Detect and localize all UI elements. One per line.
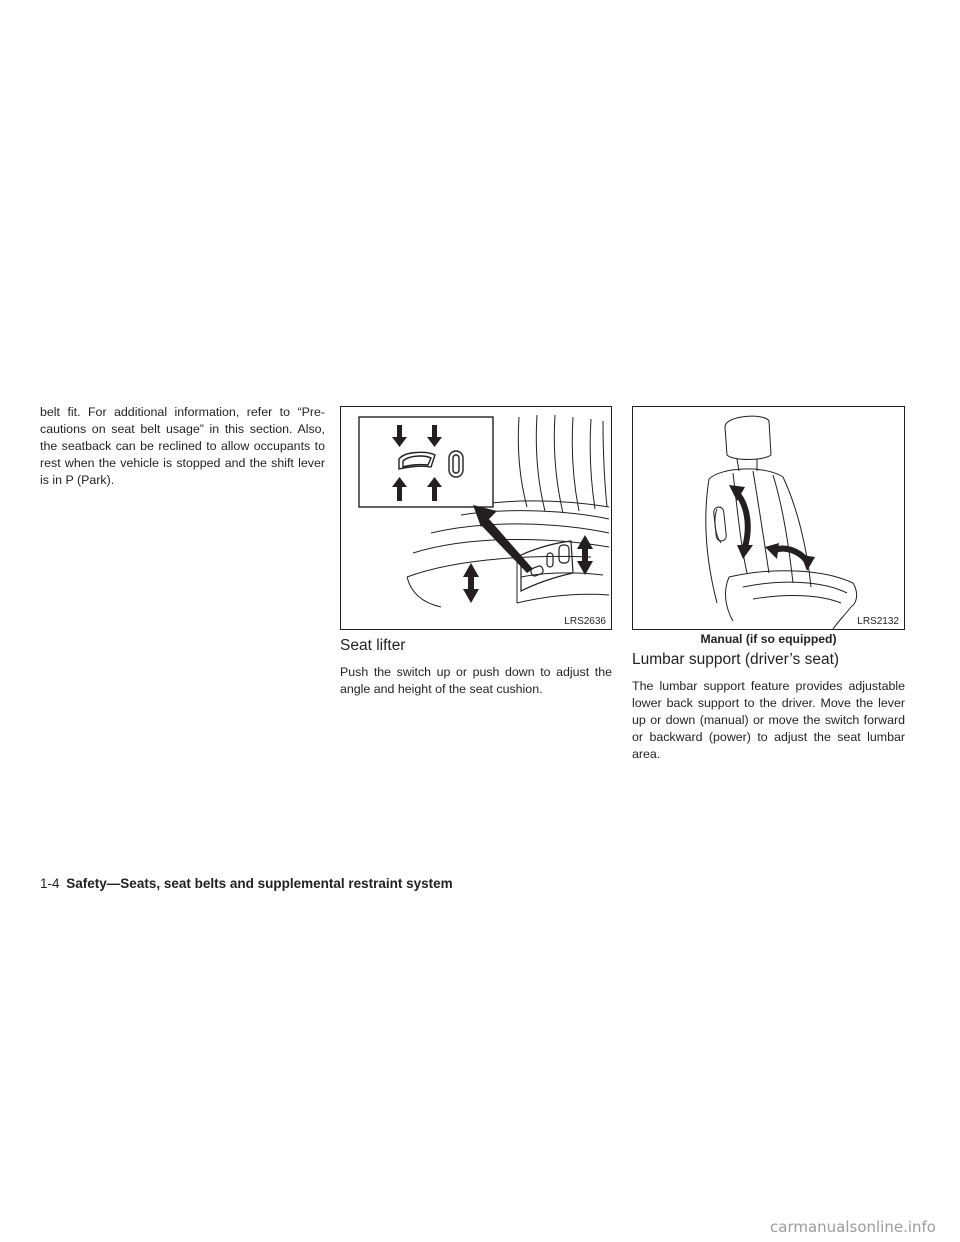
lumbar-paragraph: The lumbar support feature provides adjustable lower back support to the driver. Move the lever up or down (manual) or move the switch forward or backward (power) to adjust the seat lumbar area. [632,679,905,761]
seat-lifter-figure [340,406,612,630]
page-number: 1-4 [40,876,60,891]
intro-paragraph: belt fit. For additional information, refer to “Pre-cautions on seat belt usage” in this section. Also, the seatback can be reclined to allow occupants to rest when the vehicle is stopped and the shift lever is in P (Park). [40,405,325,487]
seat-lifter-column [340,637,612,698]
lumbar-figure [632,406,905,630]
seat-lifter-figure-code: LRS2636 [564,616,606,627]
lumbar-heading: Lumbar support (driver’s seat) [632,651,840,668]
seat-lifter-paragraph: Push the switch up or push down to adjust the angle and height of the seat cushion. [340,665,612,696]
seat-lifter-heading: Seat lifter [340,637,406,654]
lumbar-figure-code: LRS2132 [857,616,899,627]
seat-lifter-illustration [341,407,611,629]
section-title: Safety—Seats, seat belts and supplemental restraint system [66,876,453,891]
watermark: carmanualsonline.info [770,1218,936,1236]
lumbar-figure-caption: Manual (if so equipped) [700,632,837,646]
intro-column [40,404,325,489]
lumbar-column [632,651,905,763]
page-footer [40,876,453,891]
lumbar-illustration [633,407,904,629]
